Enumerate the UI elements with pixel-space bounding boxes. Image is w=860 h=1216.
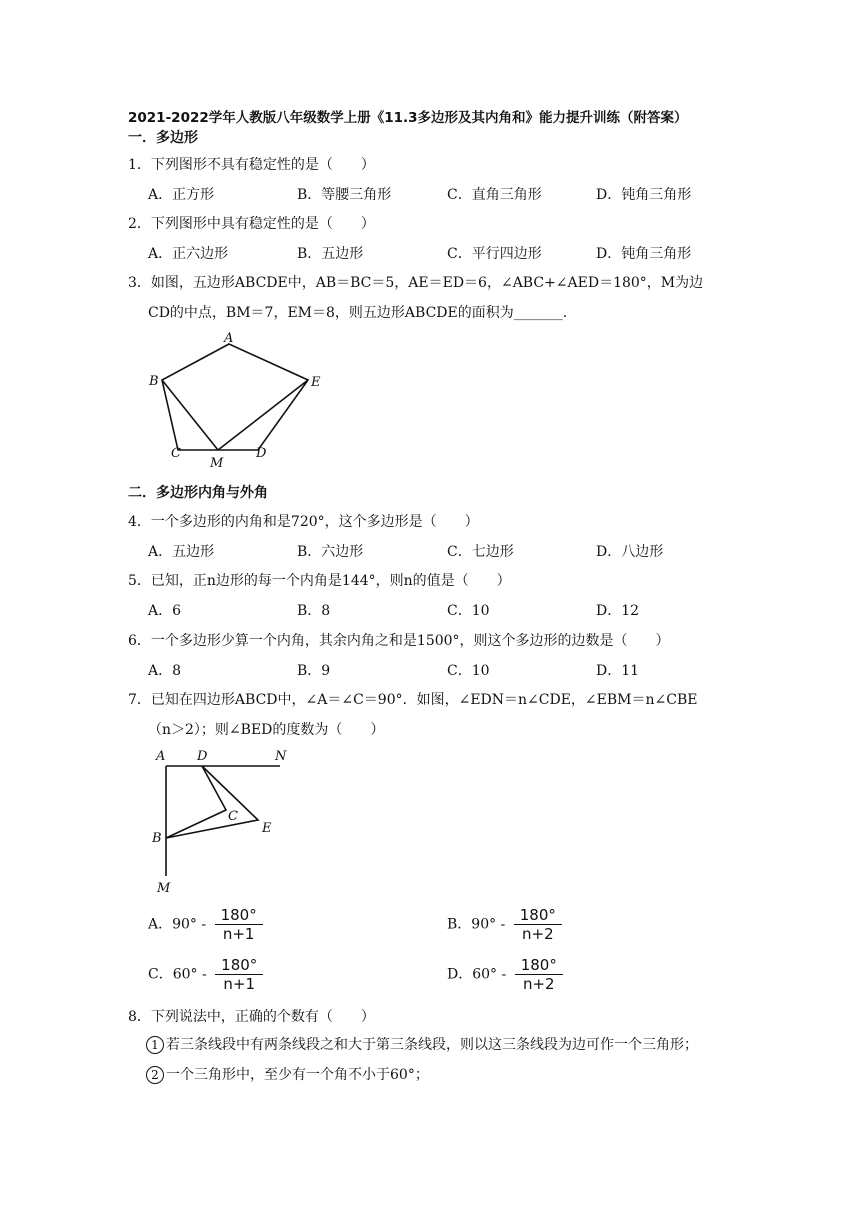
section-heading-angles: 二．多边形内角与外角 [128,485,268,501]
fraction-numerator: 180° [215,906,263,925]
quadrilateral-figure [150,744,300,896]
document-title: 2021-2022学年人教版八年级数学上册《11.3多边形及其内角和》能力提升训练（附答案） [128,110,688,126]
question-5-option-d: D．12 [596,603,640,619]
point-label-m: M [157,881,171,896]
question-4-stem: 4．一个多边形的内角和是720°，这个多边形是（ ） [128,514,479,530]
option-a-prefix: A．90° - [148,916,207,933]
option-d-prefix: D．60° - [447,966,507,983]
segments-bed [166,766,258,838]
question-5-option-b: B．8 [297,603,331,619]
fraction-numerator: 180° [215,956,263,975]
vertex-label-a: A [224,331,234,346]
fraction-denominator: n+2 [522,975,555,993]
question-4-option-d: D．八边形 [596,544,664,560]
question-5-stem: 5．已知，正n边形的每一个内角是144°，则n的值是（ ） [128,573,511,589]
question-3-line-2: CD的中点，BM＝7，EM＝8，则五边形ABCDE的面积为_______. [148,305,568,321]
question-1-option-a: A．正方形 [148,187,215,203]
question-7-line-1: 7．已知在四边形ABCD中，∠A＝∠C＝90°．如图，∠EDN＝n∠CDE，∠EBM＝n∠CBE [128,692,698,708]
question-7-option-d [447,956,563,993]
question-6-option-c: C．10 [447,663,490,679]
point-label-d: D [197,749,208,764]
option-d-fraction [515,956,563,993]
fraction-denominator: n+1 [223,975,256,993]
circled-number-2: 2 [146,1066,164,1084]
question-2-option-c: C．平行四边形 [447,246,542,262]
question-7-option-b [447,906,562,943]
fraction-denominator: n+1 [222,925,255,943]
question-7-option-a [148,906,263,943]
segments-bcd [166,766,226,838]
question-2-option-a: A．正六边形 [148,246,229,262]
pentagon-figure [140,330,340,470]
question-6-option-a: A．8 [148,663,182,679]
question-2-option-b: B．五边形 [297,246,364,262]
question-1-option-d: D．钝角三角形 [596,187,692,203]
question-4-option-c: C．七边形 [447,544,514,560]
question-1-stem: 1．下列图形不具有稳定性的是（ ） [128,157,375,173]
option-b-fraction [514,906,562,943]
option-b-prefix: B．90° - [447,916,506,933]
vertex-label-c: C [171,446,181,461]
question-6-stem: 6．一个多边形少算一个内角，其余内角之和是1500°，则这个多边形的边数是（ ） [128,633,670,649]
question-3-line-1: 3．如图，五边形ABCDE中，AB＝BC＝5，AE＝ED＝6，∠ABC+∠AED＝180°，M为边 [128,275,704,291]
question-6-option-b: B．9 [297,663,331,679]
circled-number-1: 1 [146,1036,164,1054]
question-5-option-c: C．10 [447,603,490,619]
question-6-option-d: D．11 [596,663,640,679]
fraction-numerator: 180° [514,906,562,925]
question-2-option-d: D．钝角三角形 [596,246,692,262]
statement-2-text: 一个三角形中，至少有一个角不小于60°； [166,1067,429,1083]
question-1-option-b: B．等腰三角形 [297,187,392,203]
vertex-label-d: D [256,446,267,461]
fraction-numerator: 180° [515,956,563,975]
fraction-denominator: n+2 [522,925,554,943]
point-label-b: B [152,831,162,846]
point-label-n: N [275,749,287,764]
question-5-option-a: A．6 [148,603,182,619]
vertex-label-e: E [311,375,321,390]
point-label-c: C [228,809,238,824]
segment-em [218,380,308,450]
question-2-stem: 2．下列图形中具有稳定性的是（ ） [128,216,375,232]
point-label-e: E [262,821,272,836]
option-c-prefix: C．60° - [148,966,207,983]
vertex-label-m: M [210,456,224,470]
question-7-option-c [148,956,263,993]
question-7-line-2: （n＞2）；则∠BED的度数为（ ） [148,722,385,738]
option-a-fraction [215,906,263,943]
statement-1-text: 若三条线段中有两条线段之和大于第三条线段，则以这三条线段为边可作一个三角形； [166,1037,698,1053]
vertex-label-b: B [149,374,159,389]
question-4-option-a: A．五边形 [148,544,215,560]
section-heading-polygons: 一．多边形 [128,130,198,146]
question-8-statement-2 [146,1064,429,1084]
point-label-a: A [156,749,166,764]
question-8-stem: 8．下列说法中，正确的个数有（ ） [128,1009,375,1025]
option-c-fraction [215,956,263,993]
question-1-option-c: C．直角三角形 [447,187,542,203]
question-4-option-b: B．六边形 [297,544,364,560]
question-8-statement-1 [146,1034,698,1054]
